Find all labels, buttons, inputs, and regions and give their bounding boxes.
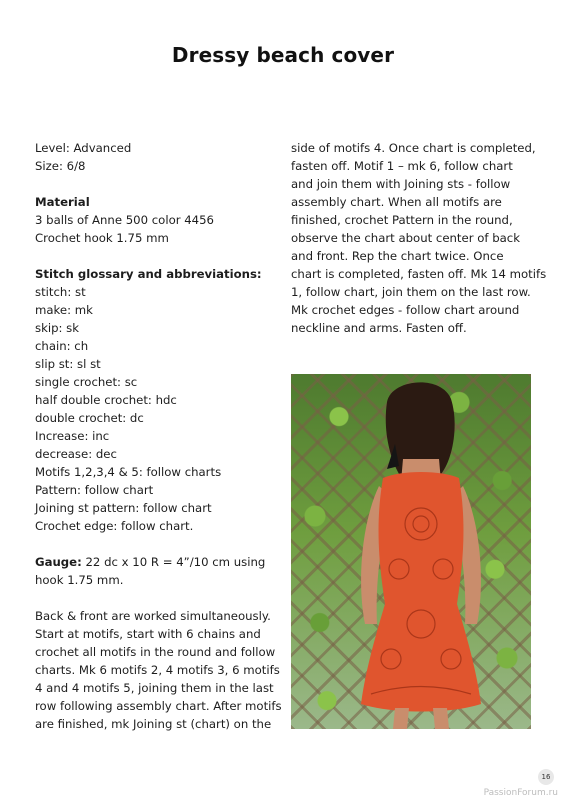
glossary-line: Crochet edge: follow chart. (35, 519, 194, 533)
instructions-line: observe the chart about center of back (291, 231, 520, 245)
instructions-line: Mk crochet edges - follow chart around (291, 303, 520, 317)
instructions-line: finished, crochet Pattern in the round, (291, 213, 513, 227)
glossary-line: stitch: st (35, 285, 86, 299)
model-photo (291, 374, 531, 729)
right-column (291, 139, 547, 337)
glossary-line: single crochet: sc (35, 375, 138, 389)
instructions-line: and join them with Joining sts - follow (291, 177, 511, 191)
gauge-label: Gauge: (35, 555, 82, 569)
instructions-line: 4 and 4 motifs 5, joining them in the last (35, 681, 274, 695)
instructions-line: chart is completed, fasten off. Mk 14 motifs (291, 267, 547, 281)
gauge-line-2: hook 1.75 mm. (35, 573, 124, 587)
instructions-line: charts. Mk 6 motifs 2, 4 motifs 3, 6 motifs (35, 663, 280, 677)
glossary-line: Increase: inc (35, 429, 110, 443)
instructions-line: Start at motifs, start with 6 chains and (35, 627, 261, 641)
instructions-line: neckline and arms. Fasten off. (291, 321, 467, 335)
model-illustration (291, 374, 531, 729)
gauge-line (35, 553, 275, 571)
page-title: Dressy beach cover (171, 43, 395, 67)
left-column (35, 139, 282, 733)
glossary-line: Motifs 1,2,3,4 & 5: follow charts (35, 465, 222, 479)
material-line: 3 balls of Anne 500 color 4456 (35, 213, 214, 227)
instructions-line: row following assembly chart. After motifs (35, 699, 282, 713)
instructions-line: are finished, mk Joining st (chart) on the (35, 717, 272, 731)
glossary-heading: Stitch glossary and abbreviations: (35, 267, 262, 281)
glossary-line: half double crochet: hdc (35, 393, 177, 407)
material-line: Crochet hook 1.75 mm (35, 231, 169, 245)
gauge-text: 22 dc x 10 R = 4”/10 cm using (81, 555, 266, 569)
glossary-line: chain: ch (35, 339, 89, 353)
glossary-line: skip: sk (35, 321, 80, 335)
glossary-line: make: mk (35, 303, 93, 317)
instructions-line: Back & front are worked simultaneously. (35, 609, 271, 623)
glossary-line: Pattern: follow chart (35, 483, 154, 497)
glossary-line: decrease: dec (35, 447, 117, 461)
instructions-line: fasten off. Motif 1 – mk 6, follow chart (291, 159, 513, 173)
page-number: 16 (538, 769, 554, 785)
instructions-line: crochet all motifs in the round and follow (35, 645, 276, 659)
instructions-line: side of motifs 4. Once chart is completed, (291, 141, 536, 155)
glossary-line: slip st: sl st (35, 357, 101, 371)
instructions-line: and front. Rep the chart twice. Once (291, 249, 504, 263)
size-line: Size: 6/8 (35, 159, 86, 173)
instructions-line: 1, follow chart, join them on the last row. (291, 285, 531, 299)
level-line: Level: Advanced (35, 141, 132, 155)
instructions-line: assembly chart. When all motifs are (291, 195, 502, 209)
watermark: PassionForum.ru (483, 788, 558, 798)
material-heading: Material (35, 195, 90, 209)
glossary-line: double crochet: dc (35, 411, 144, 425)
glossary-line: Joining st pattern: follow chart (35, 501, 212, 515)
